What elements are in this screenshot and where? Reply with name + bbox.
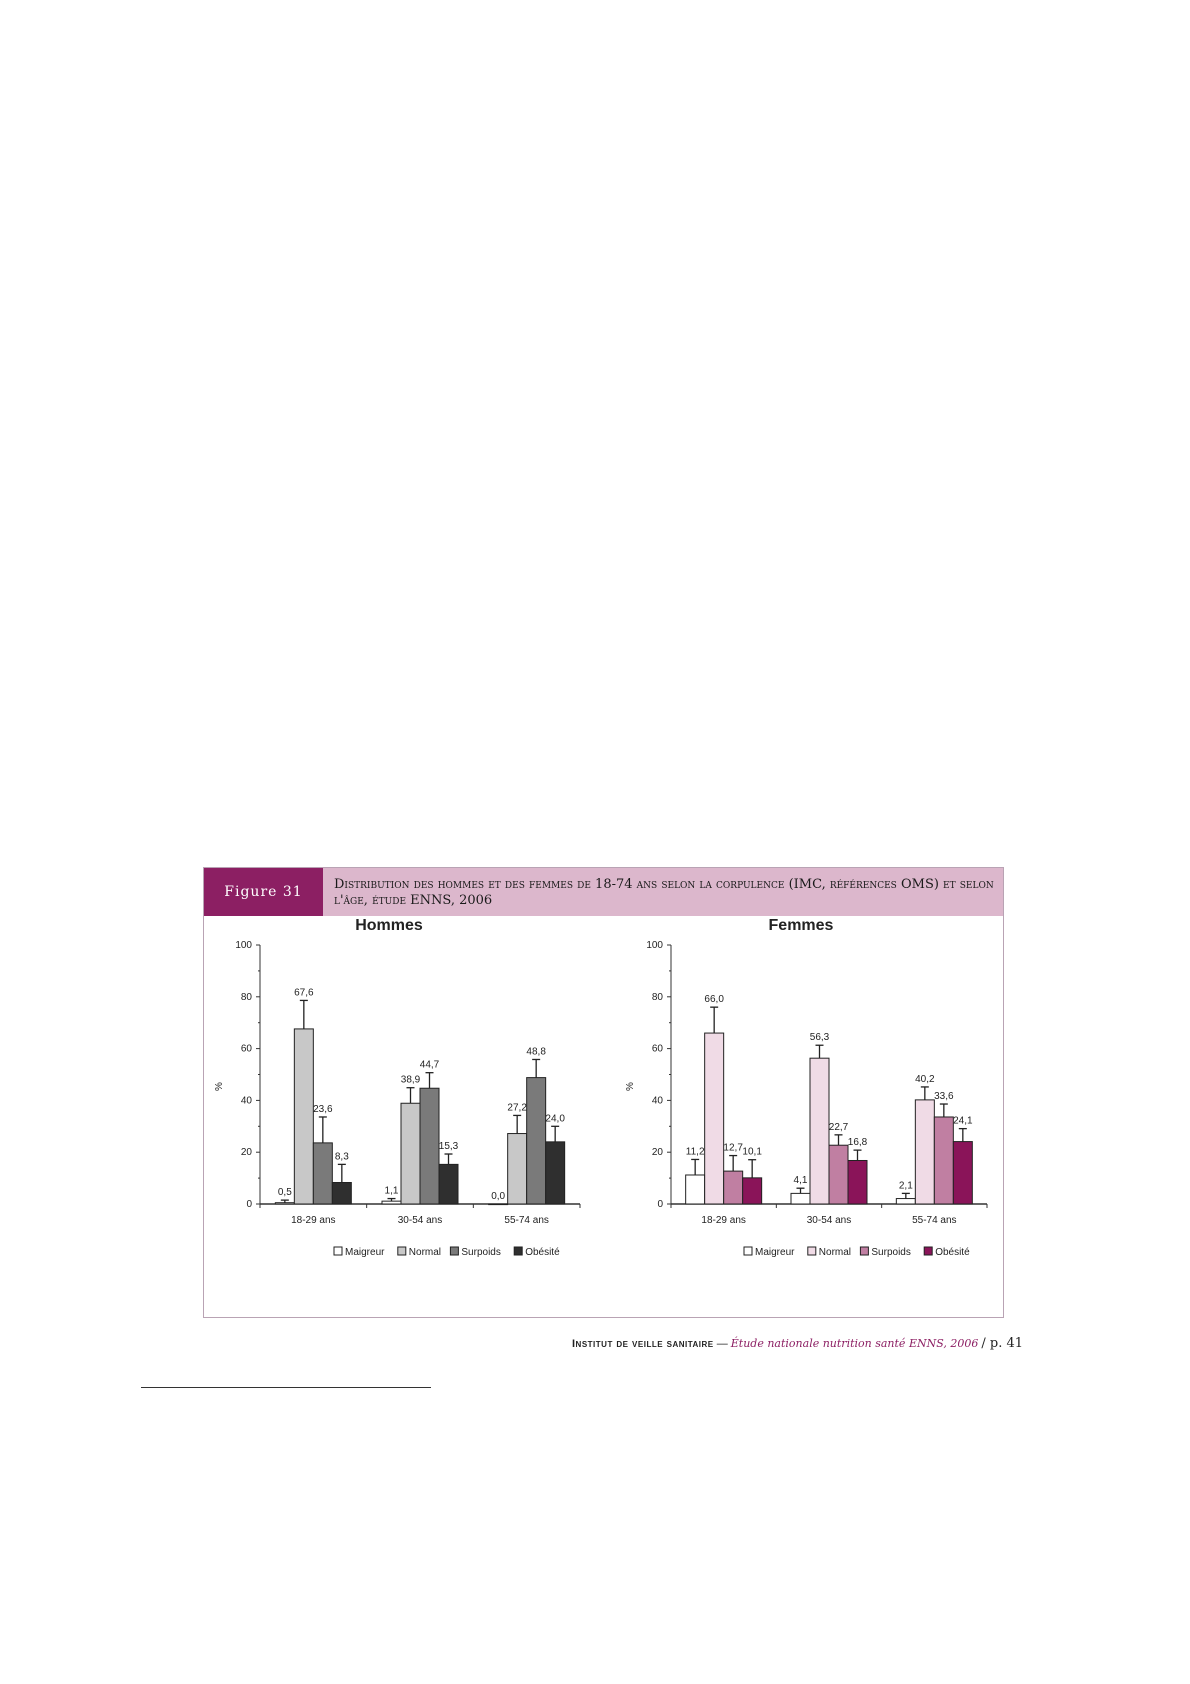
figure-label: Figure 31 [204, 868, 323, 916]
femmes-data-label: 10,1 [742, 1146, 762, 1158]
hommes-legend-swatch [514, 1247, 522, 1255]
femmes-data-label: 12,7 [723, 1142, 743, 1154]
footer-institute: Institut de veille sanitaire [572, 1338, 714, 1350]
figure-header [204, 868, 1003, 916]
femmes-y-tick-label: 100 [646, 940, 663, 951]
footer-separator: — [716, 1338, 728, 1350]
femmes-legend-swatch [808, 1247, 816, 1255]
femmes-data-label: 24,1 [953, 1115, 973, 1127]
footer-page-number: / p. 41 [981, 1336, 1024, 1351]
hommes-y-tick-label: 20 [240, 1147, 252, 1159]
hommes-data-label: 23,6 [313, 1103, 333, 1115]
femmes-category-label: 55-74 ans [912, 1215, 957, 1226]
femmes-legend-label: Normal [818, 1247, 852, 1258]
figure-title: Distribution des hommes et des femmes de 18-74 ans selon la corpulence (IMC, références OMS) et selon l'âge, étude ENNS, 2006 [334, 877, 994, 908]
hommes-y-tick-label: 100 [235, 940, 252, 951]
femmes-category-label: 18-29 ans [701, 1215, 746, 1226]
hommes-data-label: 38,9 [400, 1074, 421, 1086]
hommes-bar-surpoids [420, 1088, 439, 1204]
femmes-category-label: 30-54 ans [806, 1215, 852, 1226]
femmes-y-tick-label: 20 [651, 1147, 663, 1159]
femmes-legend-swatch [860, 1247, 868, 1255]
hommes-chart-title: Hommes [355, 917, 423, 934]
femmes-legend-swatch [924, 1247, 932, 1255]
femmes-bar-surpoids [934, 1117, 953, 1204]
charts-area [204, 916, 1003, 1317]
femmes-bar-normal [810, 1058, 829, 1204]
femmes-bar-maigreur [896, 1199, 915, 1204]
footnote-rule [141, 1387, 431, 1388]
femmes-bar-surpoids [829, 1145, 848, 1204]
hommes-legend-label: Maigreur [345, 1247, 385, 1258]
hommes-bar-maigreur [275, 1203, 294, 1204]
hommes-data-label: 0,5 [277, 1187, 292, 1199]
femmes-bar-maigreur [686, 1175, 705, 1204]
hommes-bar-obésité [332, 1183, 351, 1204]
hommes-bar-maigreur [489, 1204, 508, 1205]
hommes-bar-normal [508, 1134, 527, 1204]
page-footer [572, 1336, 1024, 1351]
hommes-bar-obésité [439, 1164, 458, 1204]
hommes-data-label: 44,7 [419, 1059, 440, 1071]
hommes-data-label: 67,6 [294, 987, 314, 999]
hommes-bar-obésité [546, 1142, 565, 1204]
femmes-data-label: 22,7 [828, 1121, 849, 1133]
hommes-y-axis-label: % [214, 1082, 225, 1091]
femmes-y-tick-label: 60 [651, 1043, 663, 1055]
femmes-bar-normal [915, 1100, 934, 1204]
hommes-data-label: 1,1 [384, 1185, 399, 1197]
femmes-bar-surpoids [724, 1171, 743, 1204]
hommes-bar-normal [401, 1103, 420, 1204]
femmes-y-tick-label: 40 [651, 1095, 663, 1107]
hommes-category-label: 55-74 ans [504, 1215, 549, 1226]
hommes-data-label: 15,3 [438, 1141, 459, 1153]
hommes-bar-maigreur [382, 1201, 401, 1204]
femmes-bar-normal [705, 1033, 724, 1204]
femmes-data-label: 11,2 [685, 1146, 705, 1158]
footer-publication: Étude nationale nutrition santé ENNS, 2006 [730, 1337, 979, 1350]
hommes-legend-label: Obésité [525, 1247, 560, 1258]
femmes-legend-swatch [744, 1247, 752, 1255]
hommes-data-label: 48,8 [526, 1046, 546, 1058]
hommes-y-tick-label: 60 [240, 1043, 252, 1055]
femmes-data-label: 40,2 [915, 1073, 935, 1085]
hommes-data-label: 24,0 [545, 1113, 565, 1125]
hommes-bar-surpoids [527, 1078, 546, 1204]
hommes-data-label: 8,3 [334, 1151, 349, 1163]
femmes-legend-label: Surpoids [871, 1247, 911, 1258]
femmes-legend-label: Obésité [935, 1247, 970, 1258]
hommes-data-label: 27,2 [507, 1102, 527, 1114]
hommes-legend-swatch [450, 1247, 458, 1255]
hommes-category-label: 18-29 ans [291, 1215, 336, 1226]
femmes-data-label: 66,0 [704, 994, 724, 1006]
femmes-data-label: 33,6 [934, 1091, 954, 1103]
femmes-data-label: 56,3 [809, 1032, 830, 1044]
femmes-y-axis-label: % [625, 1082, 636, 1091]
femmes-bar-maigreur [791, 1193, 810, 1204]
figure-panel [203, 867, 1004, 1318]
femmes-y-tick-label: 0 [657, 1199, 663, 1210]
femmes-data-label: 2,1 [898, 1180, 913, 1192]
femmes-legend-label: Maigreur [755, 1247, 795, 1258]
femmes-bar-obésité [848, 1160, 867, 1204]
hommes-y-tick-label: 80 [240, 991, 252, 1003]
hommes-legend-label: Surpoids [461, 1247, 501, 1258]
hommes-legend-label: Normal [408, 1247, 442, 1258]
femmes-bar-obésité [743, 1178, 762, 1204]
hommes-y-tick-label: 0 [246, 1199, 252, 1210]
hommes-legend-swatch [398, 1247, 406, 1255]
femmes-bar-obésité [953, 1142, 972, 1204]
femmes-data-label: 16,8 [847, 1137, 868, 1149]
hommes-category-label: 30-54 ans [397, 1215, 443, 1226]
femmes-chart-title: Femmes [768, 917, 834, 934]
hommes-data-label: 0,0 [491, 1191, 506, 1202]
hommes-legend-swatch [334, 1247, 342, 1255]
hommes-bar-normal [294, 1029, 313, 1204]
hommes-bar-surpoids [313, 1143, 332, 1204]
femmes-y-tick-label: 80 [651, 991, 663, 1003]
hommes-y-tick-label: 40 [240, 1095, 252, 1107]
femmes-data-label: 4,1 [793, 1175, 808, 1187]
